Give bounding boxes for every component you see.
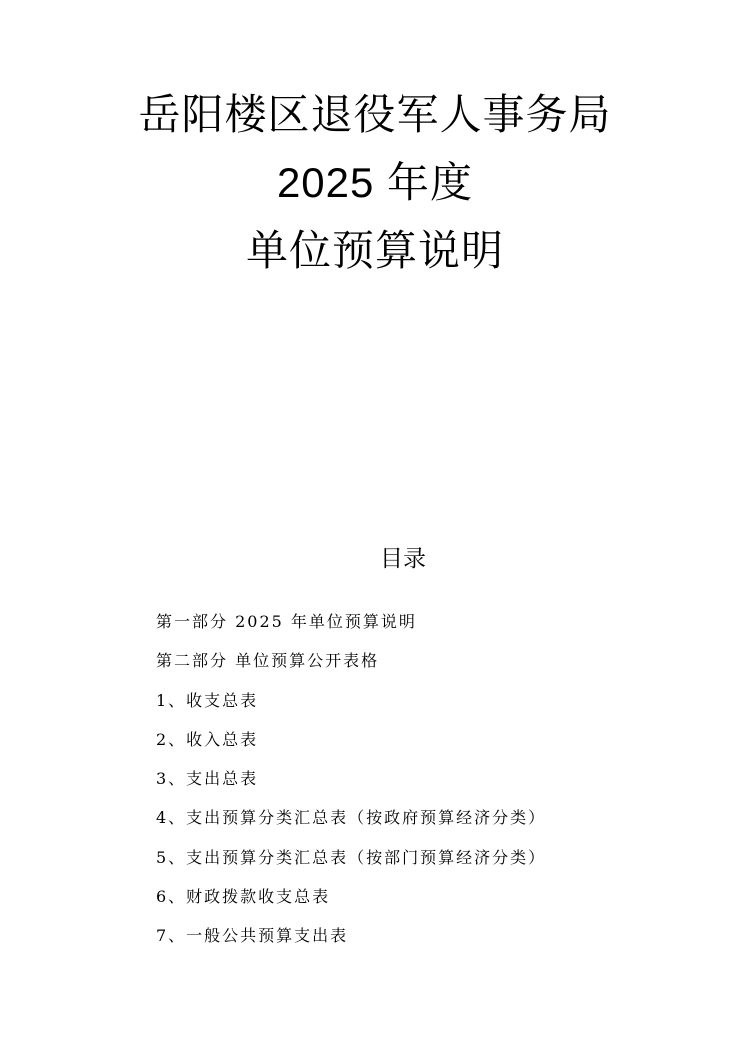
cover-title-organization: 岳阳楼区退役军人事务局 xyxy=(138,90,612,139)
toc-item-part-two[interactable]: 第二部分 单位预算公开表格 xyxy=(156,651,380,671)
cover-title-document: 单位预算说明 xyxy=(245,226,504,275)
toc-item-part-one[interactable]: 第一部分 2025 年单位预算说明 xyxy=(156,612,417,631)
toc-item-income-summary[interactable]: 2、收入总表 xyxy=(156,729,259,749)
cover-title-block xyxy=(0,92,750,296)
toc-item-expenditure-by-government-economic-class[interactable]: 4、支出预算分类汇总表（按政府预算经济分类） xyxy=(156,808,547,828)
toc-item-expenditure-by-department-economic-class[interactable]: 5、支出预算分类汇总表（按部门预算经济分类） xyxy=(156,847,547,867)
toc-item-fiscal-appropriation-summary[interactable]: 6、财政拨款收支总表 xyxy=(156,887,331,907)
toc-item-income-expenditure-summary[interactable]: 1、收支总表 xyxy=(156,690,259,710)
toc-heading: 目录 xyxy=(380,546,426,572)
table-of-contents xyxy=(156,608,716,962)
toc-item-general-public-budget-expenditure[interactable]: 7、一般公共预算支出表 xyxy=(156,926,349,946)
toc-item-expenditure-summary[interactable]: 3、支出总表 xyxy=(156,769,259,789)
cover-title-year: 2025 年度 xyxy=(276,159,474,206)
